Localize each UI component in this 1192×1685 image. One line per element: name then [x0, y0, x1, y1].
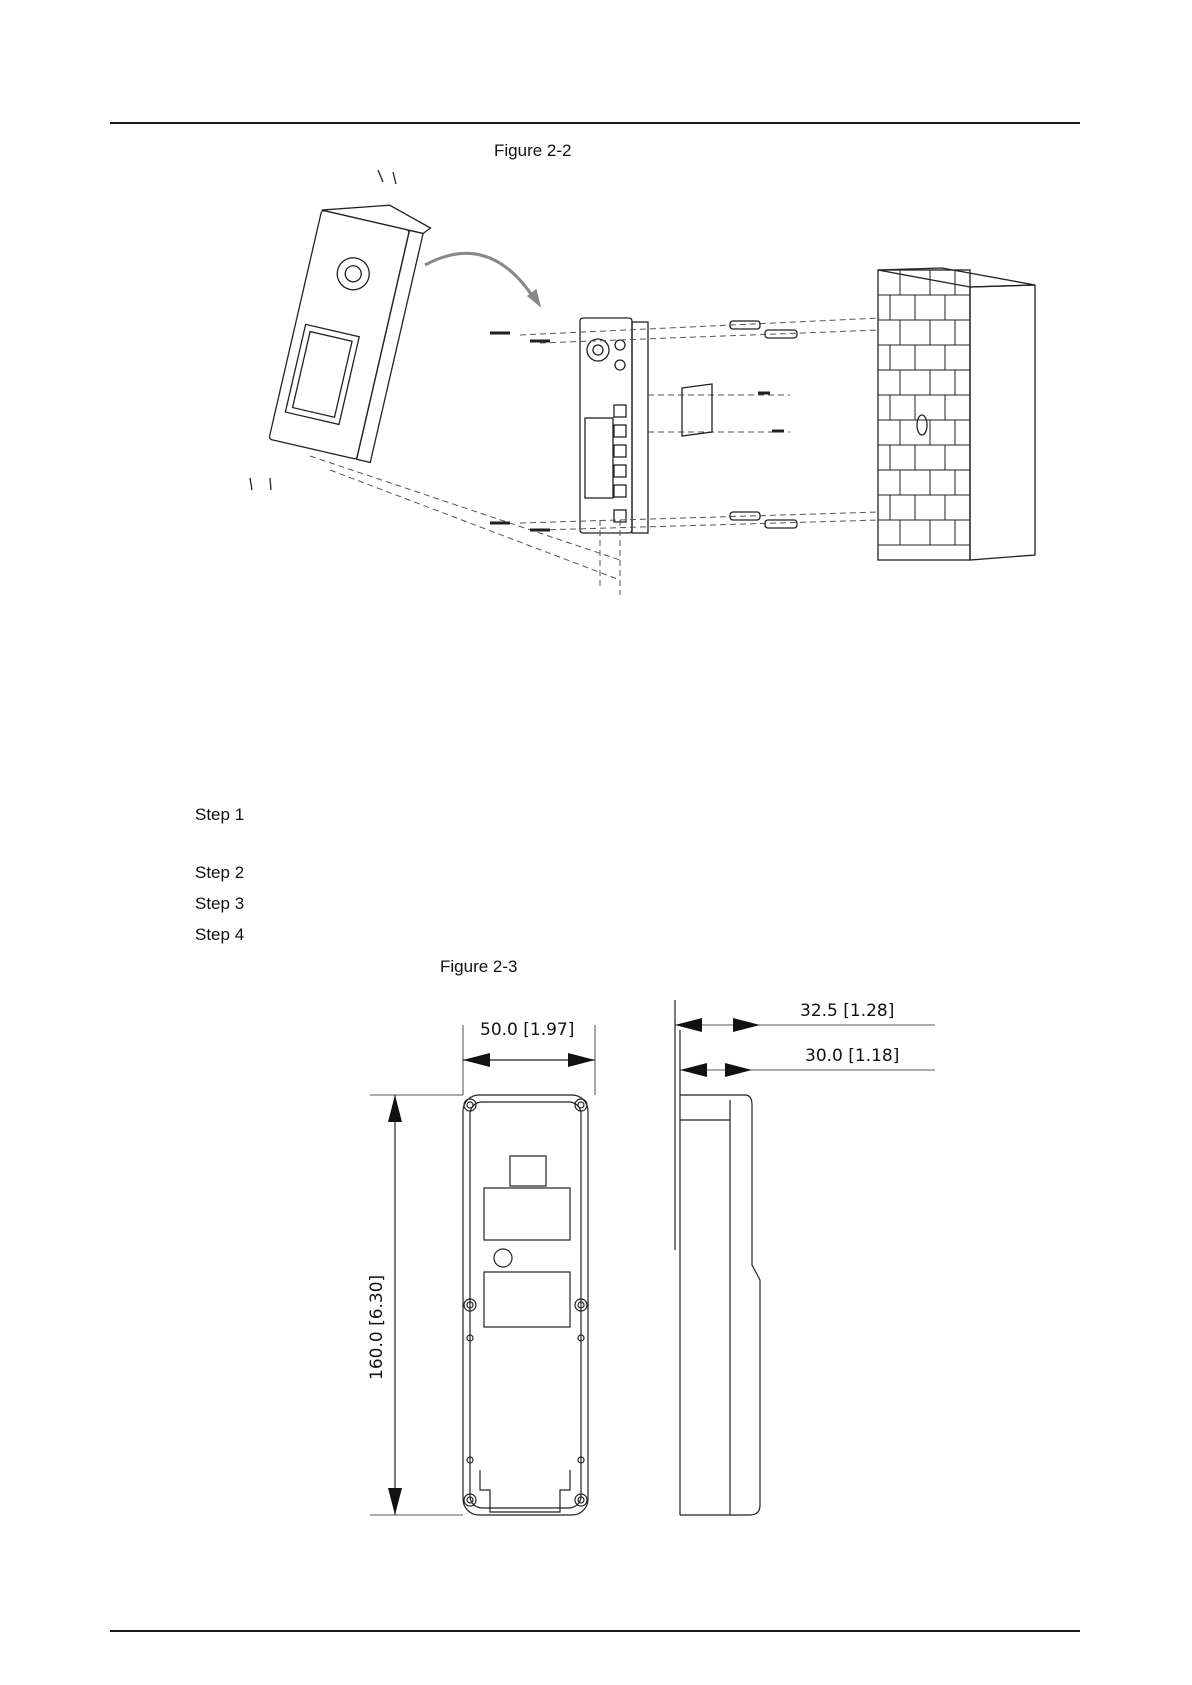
- dim-height-label: 160.0 [6.30]: [367, 1274, 387, 1380]
- side-view: [675, 1000, 760, 1515]
- footer-rule: [110, 1630, 1080, 1632]
- step-1-label: Step 1: [195, 805, 245, 824]
- step-2-label: Step 2: [195, 863, 245, 882]
- dim-width-label: 50.0 [1.97]: [480, 1020, 575, 1040]
- step-4-label: Step 4: [195, 925, 245, 944]
- dim-depth-body-label: 30.0 [1.18]: [805, 1046, 900, 1066]
- dim-depth-total-label: 32.5 [1.28]: [800, 1001, 895, 1021]
- front-view: [463, 1095, 588, 1515]
- figure-2-2-caption: Figure 2-2: [494, 141, 572, 160]
- figure-2-3-caption: Figure 2-3: [440, 957, 518, 976]
- step-3-label: Step 3: [195, 894, 245, 913]
